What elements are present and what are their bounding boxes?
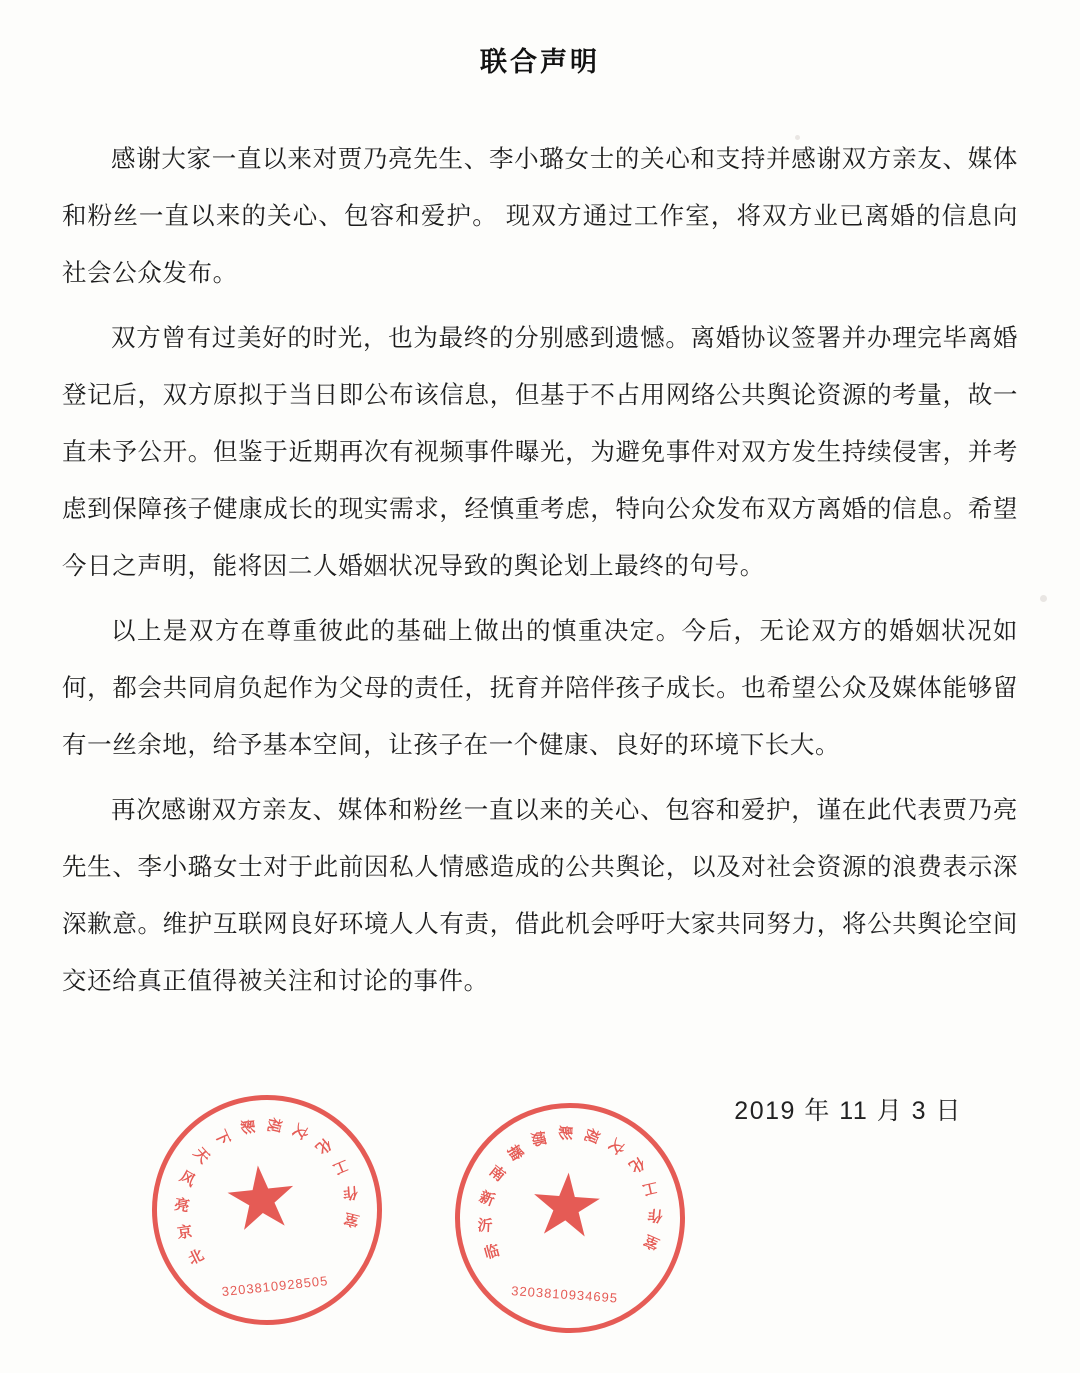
seal-right-code: 3203810934695	[510, 1283, 619, 1306]
page-title: 联合声明	[480, 47, 600, 77]
seal-left-code: 3203810928505	[221, 1273, 329, 1300]
paper-speck	[1040, 595, 1047, 602]
paragraph-3: 以上是双方在尊重彼此的基础上做出的慎重决定。今后，无论双方的婚姻状况如何，都会共同肩负起作为父母的责任，抚育并陪伴孩子成长。也希望公众及媒体能够留有一丝余地，给予基本空间，让孩子在一个健康、良好的环境下长大。	[62, 618, 1018, 759]
document-body	[62, 131, 1018, 1010]
paragraph-4: 再次感谢双方亲友、媒体和粉丝一直以来的关心、包容和爱护，谨在此代表贾乃亮先生、李小璐女士对于此前因私人情感造成的公共舆论，以及对社会资源的浪费表示深深歉意。维护互联网良好环境人人有责，借此机会呼吁大家共同努力，将公共舆论空间交还给真正值得被关注和讨论的事件。	[62, 797, 1018, 995]
paragraph-1: 感谢大家一直以来对贾乃亮先生、李小璐女士的关心和支持并感谢双方亲友、媒体和粉丝一直以来的关心、包容和爱护。 现双方通过工作室，将双方业已离婚的信息向社会公众发布。	[62, 146, 1018, 287]
seal-right-ring-text: 临 沂 新 南 播 娜 影 视 文 化 工 作 室	[476, 1124, 664, 1263]
paragraph-2: 双方曾有过美好的时光，也为最终的分别感到遗憾。离婚协议签署并办理完毕离婚登记后，双方原拟于当日即公布该信息，但基于不占用网络公共舆论资源的考量，故一直未予公开。但鉴于近期再次有视频事件曝光，为避免事件对双方发生持续侵害，并考虑到保障孩子健康成长的现实需求，经慎重考虑，特向公众发布双方离婚的信息。希望今日之声明，能将因二人婚姻状况导致的舆论划上最终的句号。	[62, 325, 1018, 580]
paper-speck	[795, 135, 800, 140]
document-footer	[0, 1055, 1080, 1373]
seal-right	[447, 1095, 692, 1340]
seal-left-ring-text: 北 京 亮 风 天 下 影 视 文 化 工 作 室	[172, 1115, 362, 1269]
seal-left	[141, 1084, 394, 1337]
signature-date: 2019 年 11 月 3 日	[734, 1097, 962, 1125]
